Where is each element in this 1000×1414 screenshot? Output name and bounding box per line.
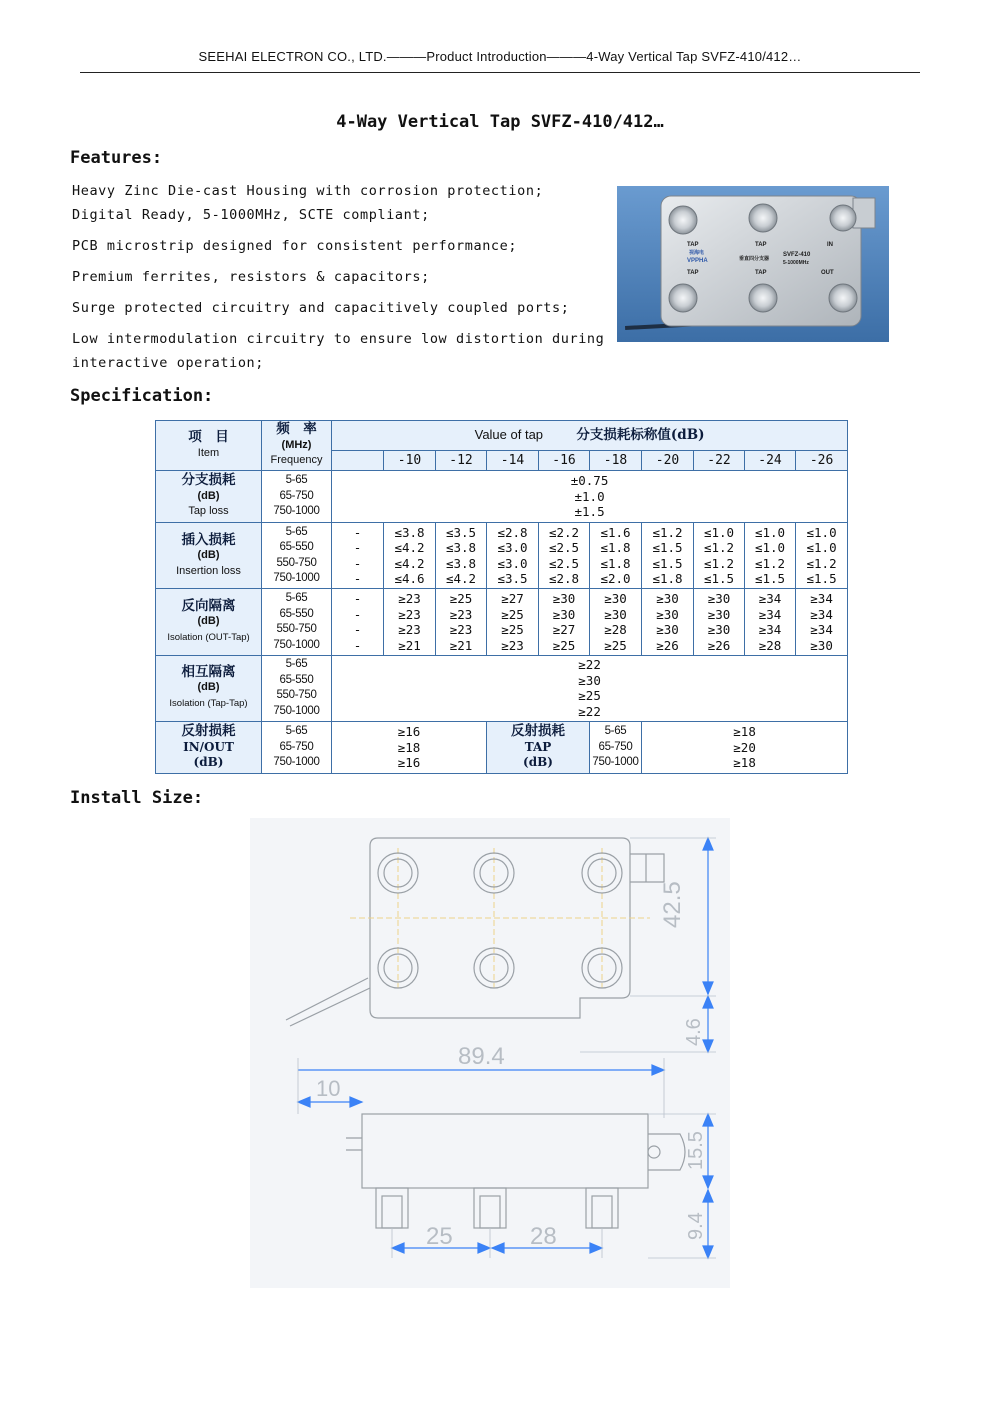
item-header: 项 目 Item [156,421,262,471]
dim-label-offset: 10 [316,1076,341,1101]
dim-label-depth: 15.5 [685,1131,707,1170]
table-cell-value: ≥34 [810,591,833,607]
table-cell-value: ≥25 [501,606,524,622]
table-cell-value: ≤1.2 [754,555,786,571]
photo-model: SVFZ-410 [783,252,811,258]
table-cell-value: ≥27 [501,591,524,607]
table-cell-value: ≤2.5 [548,540,580,556]
feature-item: Low intermodulation circuitry to ensure low distortion during interactive operation; [72,331,605,371]
table-cell-value: ≤2.8 [497,524,528,540]
table-cell-value: - [353,571,362,587]
table-cell-value: ≤1.2 [652,524,683,540]
tap-loss-values: ±0.75 ±1.0 ±1.5 [332,471,848,523]
dim-label-connector: 9.4 [685,1212,707,1240]
return-loss-inout-freqs: 5-65 65-750 750-1000 [262,721,332,773]
table-cell-value: ≥23 [449,606,473,622]
photo-label-in: IN [827,242,833,248]
insertion-loss-column [332,523,384,589]
features-list [72,179,607,382]
table-cell-value: ≤1.5 [754,571,786,587]
return-loss-tap-freqs: 5-65 65-750 750-1000 [590,721,642,773]
table-cell-value: ≥34 [758,622,782,638]
isolation-out-tap-column [539,589,590,655]
table-cell-value: ≥25 [449,591,473,607]
table-cell-value: ≤3.0 [497,540,528,556]
table-cell-value: ≥23 [398,591,421,607]
port-icon [829,284,857,312]
isolation-out-tap-column [436,589,487,655]
table-cell-value: ≥26 [656,637,679,653]
insertion-loss-column [539,523,590,589]
table-cell-value: ≤1.5 [806,571,837,587]
table-cell-value: ≥30 [707,606,731,622]
isolation-out-tap-column [332,589,384,655]
table-cell-value: ≥30 [604,606,627,622]
feature-item: Heavy Zinc Die-cast Housing with corrosion protection; Digital Ready, 5-1000MHz, SCTE compliant; [72,183,544,223]
table-cell-value: ≥25 [501,622,524,638]
insertion-loss-column [436,523,487,589]
photo-brand: VPPHA [687,258,708,264]
isolation-out-tap-column [384,589,436,655]
tap-value-header: -22 [694,451,745,471]
table-cell-value: ≤1.8 [652,571,683,587]
tap-loss-freqs: 5-65 65-750 750-1000 [262,471,332,523]
page-header: SEEHAI ELECTRON CO., LTD.———Product Introduction———4-Way Vertical Tap SVFZ-410/412… [80,46,920,73]
table-cell-value: ≥30 [552,591,576,607]
feature-item: PCB microstrip designed for consistent performance; [72,238,518,254]
tap-value-header: -18 [590,451,642,471]
table-cell-value: ≥34 [810,606,833,622]
table-cell-value: ≥30 [810,637,833,653]
table-cell-value: ≥30 [604,591,627,607]
table-cell-value: ≥25 [604,637,627,653]
isolation-out-tap-column [487,589,539,655]
table-cell-value: ≥27 [552,622,576,638]
features-heading: Features: [70,148,163,168]
table-cell-value: - [353,637,362,653]
isolation-out-tap-label: 反向隔离 (dB) Isolation (OUT-Tap) [156,589,262,655]
feature-item: Premium ferrites, resistors & capacitors; [72,269,430,285]
value-of-tap-header: Value of tap 分支损耗标称值(dB) [332,421,848,451]
table-cell-value: ≤2.8 [548,571,580,587]
table-cell-value: ≤4.2 [394,555,425,571]
isolation-tap-tap-values: ≥22 ≥30 ≥25 ≥22 [332,655,848,721]
table-cell-value: ≥23 [398,606,421,622]
photo-label-out: OUT [821,270,834,276]
specification-heading: Specification: [70,386,214,406]
table-cell-value: ≤1.8 [600,540,631,556]
photo-label-tap: TAP [755,270,767,276]
install-size-heading: Install Size: [70,788,204,808]
table-cell-value: ≥23 [398,622,421,638]
table-cell-value: ≥30 [656,622,679,638]
tap-loss-label: 分支损耗 (dB) Tap loss [156,471,262,523]
insertion-loss-column [694,523,745,589]
return-loss-tap-values: ≥18 ≥20 ≥18 [642,721,848,773]
table-cell-value: ≤3.5 [445,524,477,540]
table-cell-value: ≤1.2 [703,540,735,556]
frequency-header: 频 率 (MHz) Frequency [262,421,332,471]
table-cell-value: ≤1.5 [652,555,683,571]
return-loss-tap-label: 反射损耗 TAP (dB) [487,721,590,773]
insertion-loss-column [796,523,848,589]
table-cell-value: ≤1.2 [703,555,735,571]
port-icon [669,284,697,312]
table-cell-value: - [353,622,362,638]
table-cell-value: ≤1.0 [754,524,786,540]
table-cell-value: ≥34 [758,591,782,607]
isolation-tap-tap-freqs: 5-65 65-550 550-750 750-1000 [262,655,332,721]
isolation-tap-tap-label: 相互隔离 (dB) Isolation (Tap-Tap) [156,655,262,721]
table-cell-value: ≤3.8 [445,540,477,556]
table-cell-value: ≤2.5 [548,555,580,571]
table-cell-value: ≥21 [449,637,473,653]
insertion-loss-column [590,523,642,589]
table-cell-value: ≤2.0 [600,571,631,587]
isolation-out-tap-column [642,589,694,655]
table-cell-value: ≤3.8 [445,555,477,571]
table-cell-value: ≤4.6 [394,571,425,587]
tap-value-header: -24 [745,451,796,471]
dim-label-pitch1: 25 [426,1223,453,1250]
isolation-out-tap-column [745,589,796,655]
table-cell-value: ≤3.5 [497,571,528,587]
photo-freq: 5-1000MHz [783,260,809,266]
tap-value-header: -14 [487,451,539,471]
insertion-loss-freqs: 5-65 65-550 550-750 750-1000 [262,523,332,589]
table-cell-value: ≥26 [707,637,731,653]
table-cell-value: ≤3.0 [497,555,528,571]
insertion-loss-label: 插入损耗 (dB) Insertion loss [156,523,262,589]
table-cell-value: ≤1.6 [600,524,631,540]
return-loss-inout-label: 反射损耗 IN/OUT (dB) [156,721,262,773]
isolation-out-tap-column [796,589,848,655]
photo-label-tap: TAP [755,242,767,248]
table-cell-value: ≤1.5 [652,540,683,556]
table-cell-value: ≥30 [656,606,679,622]
port-icon [669,206,697,234]
product-photo [617,186,889,342]
tap-value-header: -10 [384,451,436,471]
isolation-out-tap-column [590,589,642,655]
table-cell-value: ≤1.0 [754,540,786,556]
table-cell-value: - [353,591,362,607]
table-cell-value: ≥30 [552,606,576,622]
dim-label-pitch2: 28 [530,1223,557,1250]
specification-table [155,420,848,774]
table-cell-value: ≤3.8 [394,524,425,540]
table-cell-value: ≤1.5 [703,571,735,587]
table-cell-value: ≤1.0 [806,540,837,556]
tap-value-header: -12 [436,451,487,471]
isolation-out-tap-column [694,589,745,655]
table-cell-value: ≥34 [810,622,833,638]
table-cell-value: ≥23 [501,637,524,653]
photo-label-tap: TAP [687,270,699,276]
table-cell-value: - [353,606,362,622]
photo-cn-name: 垂直四分支器 [739,256,770,262]
table-cell-value: - [353,555,362,571]
dim-label-width: 89.4 [458,1043,505,1070]
table-cell-value: ≤1.0 [806,524,837,540]
table-cell-value: ≥30 [656,591,679,607]
insertion-loss-column [745,523,796,589]
port-icon [749,284,777,312]
tap-value-header: -26 [796,451,848,471]
photo-label-tap: TAP [687,242,699,248]
install-size-drawing [250,818,730,1288]
return-loss-inout-values: ≥16 ≥18 ≥16 [332,721,487,773]
insertion-loss-column [487,523,539,589]
tap-column-blank [332,451,384,471]
table-cell-value: ≥28 [758,637,782,653]
isolation-out-tap-freqs: 5-65 65-550 550-750 750-1000 [262,589,332,655]
table-cell-value: ≥25 [552,637,576,653]
port-icon [749,204,777,232]
table-cell-value: - [353,524,362,540]
table-cell-value: ≥30 [707,591,731,607]
photo-brand-cn: 视海电 [689,250,705,256]
table-cell-value: ≥28 [604,622,627,638]
mounting-tab [853,198,875,228]
table-cell-value: ≤4.2 [394,540,425,556]
table-cell-value: ≥30 [707,622,731,638]
dim-label-lower: 4.6 [683,1018,705,1046]
tap-value-header: -20 [642,451,694,471]
feature-item: Surge protected circuitry and capacitively coupled ports; [72,300,570,316]
table-cell-value: ≤2.2 [548,524,580,540]
table-cell-value: ≥21 [398,637,421,653]
table-cell-value: ≤1.0 [703,524,735,540]
table-cell-value: - [353,540,362,556]
table-cell-value: ≥34 [758,606,782,622]
dim-label-height: 42.5 [659,881,686,928]
insertion-loss-column [642,523,694,589]
table-cell-value: ≤4.2 [445,571,477,587]
tap-value-header: -16 [539,451,590,471]
table-cell-value: ≥23 [449,622,473,638]
insertion-loss-column [384,523,436,589]
table-cell-value: ≤1.2 [806,555,837,571]
port-icon [830,205,856,231]
document-title: 4-Way Vertical Tap SVFZ-410/412… [336,112,664,132]
table-cell-value: ≤1.8 [600,555,631,571]
